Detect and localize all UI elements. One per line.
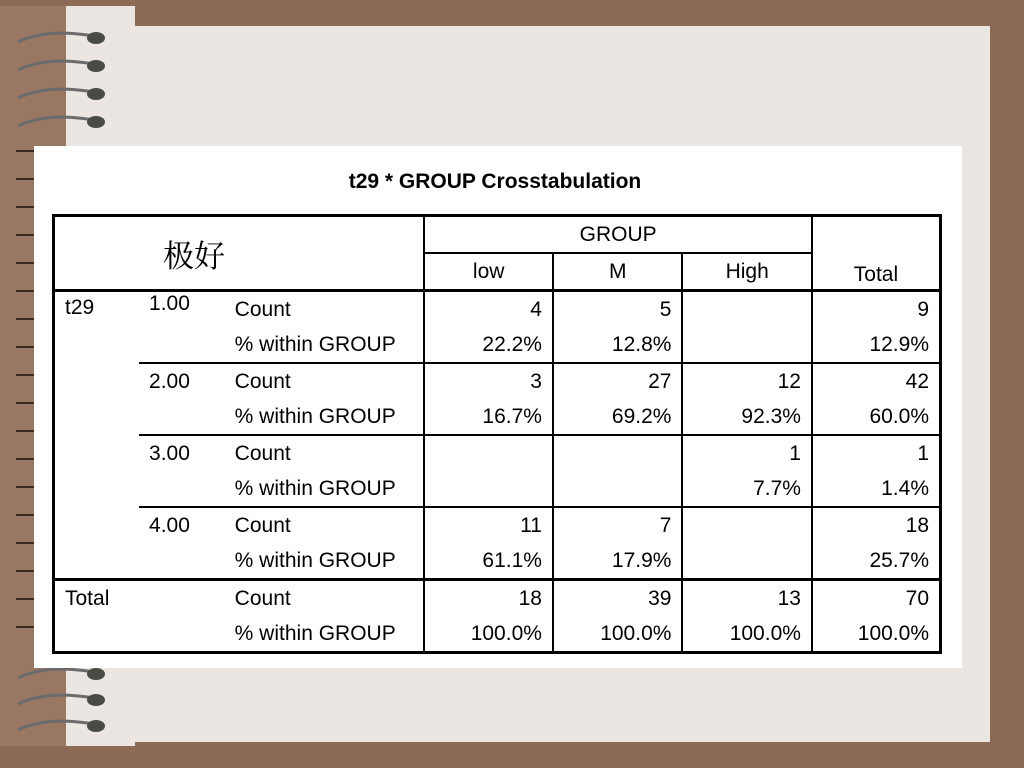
cell-value: 13	[682, 580, 812, 617]
spiral-ring-icon	[16, 58, 108, 74]
total-label: Total	[54, 580, 225, 617]
col-header-m: M	[553, 253, 683, 291]
col-header-total: Total	[812, 216, 941, 291]
cell-value: 70	[812, 580, 941, 617]
cell-value: 42	[812, 363, 941, 399]
col-header-low: low	[424, 253, 553, 291]
spiral-ring-icon	[16, 86, 108, 102]
cell-value	[682, 327, 812, 363]
stat-label: Count	[225, 363, 425, 399]
stat-label: Count	[234, 297, 291, 321]
cell-value	[424, 435, 553, 471]
corner-label: 极好	[54, 216, 425, 291]
cell-value: 12.8%	[553, 327, 683, 363]
cell-value: 9	[812, 291, 941, 328]
cell-value: 100.0%	[424, 616, 553, 653]
cell-value: 1.4%	[812, 471, 941, 507]
spiral-ring-icon	[16, 692, 108, 708]
cell-value: 3	[424, 363, 553, 399]
cell-value: 18	[812, 507, 941, 543]
stat-label: Count	[234, 586, 291, 610]
table-row	[54, 363, 941, 399]
spiral-ring-icon	[16, 30, 108, 46]
cell-value: 39	[553, 580, 683, 617]
row-level: 3.00	[139, 435, 225, 471]
stat-label: Count	[225, 435, 425, 471]
spiral-ring-icon	[16, 718, 108, 734]
cell-value: 7	[553, 507, 683, 543]
row-variable-label: t29	[54, 291, 140, 580]
cell-value	[682, 507, 812, 543]
table-row	[54, 507, 941, 543]
cell-value	[424, 471, 553, 507]
col-header-high: High	[682, 253, 812, 291]
row-level: 1.00	[149, 292, 190, 315]
cell-value: 100.0%	[812, 616, 941, 653]
crosstab-table	[52, 214, 942, 654]
header-row-1	[54, 216, 941, 254]
cell-value: 12	[682, 363, 812, 399]
cell-value: 92.3%	[682, 399, 812, 435]
cell-value: 4	[424, 291, 553, 328]
cell-value: 22.2%	[424, 327, 553, 363]
cell-value	[682, 543, 812, 580]
cell-value: 18	[424, 580, 553, 617]
cell-value: 12.9%	[812, 327, 941, 363]
cell-value: 1	[682, 435, 812, 471]
table-row	[54, 399, 941, 435]
table-row	[54, 327, 941, 363]
table-row	[54, 471, 941, 507]
spiral-ring-icon	[16, 114, 108, 130]
cell-value	[682, 291, 812, 328]
cell-value: 69.2%	[553, 399, 683, 435]
cell-value: 1	[812, 435, 941, 471]
stat-label: % within GROUP	[234, 404, 396, 428]
table-title: t29 * GROUP Crosstabulation	[348, 170, 642, 193]
cell-value: 27	[553, 363, 683, 399]
table-row	[54, 291, 941, 328]
cell-value: 11	[424, 507, 553, 543]
group-header: GROUP	[424, 216, 812, 254]
cell-value: 25.7%	[812, 543, 941, 580]
cell-value	[553, 435, 683, 471]
row-level: 4.00	[139, 507, 225, 543]
cell-value: 61.1%	[424, 543, 553, 580]
stat-label: % within GROUP	[234, 548, 396, 572]
cell-value: 5	[553, 291, 683, 328]
table-row	[54, 435, 941, 471]
cell-value: 100.0%	[553, 616, 683, 653]
cell-value: 16.7%	[424, 399, 553, 435]
stat-label: % within GROUP	[234, 621, 396, 645]
cell-value: 17.9%	[553, 543, 683, 580]
stat-label: % within GROUP	[234, 476, 396, 500]
cell-value: 100.0%	[682, 616, 812, 653]
cell-value	[553, 471, 683, 507]
cell-value: 60.0%	[812, 399, 941, 435]
stat-label: % within GROUP	[234, 332, 396, 356]
cell-value: 7.7%	[682, 471, 812, 507]
total-row	[54, 616, 941, 653]
table-row	[54, 543, 941, 580]
total-row	[54, 580, 941, 617]
row-level: 2.00	[139, 363, 225, 399]
stat-label: Count	[225, 507, 425, 543]
